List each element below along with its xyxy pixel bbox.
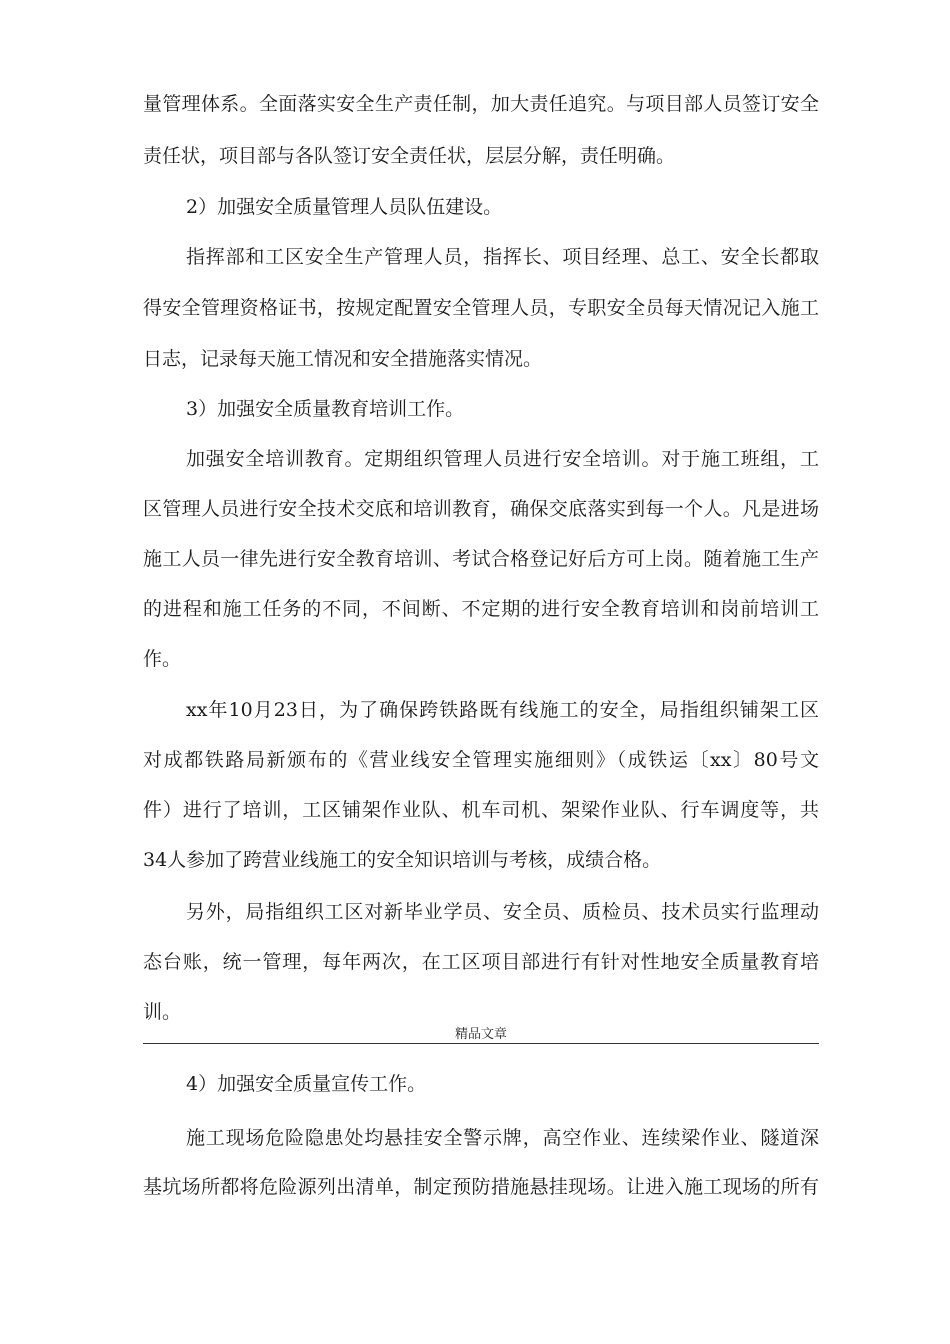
paragraph-line: 指挥部和工区安全生产管理人员，指挥长、项目经理、总工、安全长都取 bbox=[186, 246, 819, 268]
paragraph-line: 得安全管理资格证书，按规定配置安全管理人员，专职安全员每天情况记入施工 bbox=[143, 297, 819, 319]
footer-label: 精品文章 bbox=[454, 1027, 507, 1042]
paragraph-line: 作。 bbox=[143, 648, 182, 670]
paragraph-line: 区管理人员进行安全技术交底和培训教育，确保交底落实到每一个人。凡是进场 bbox=[143, 498, 819, 520]
paragraph-line: xx年10月23日，为了确保跨铁路既有线施工的安全，局指组织铺架工区 bbox=[186, 699, 819, 721]
paragraph-line: 的进程和施工任务的不同，不间断、不定期的进行安全教育培训和岗前培训工 bbox=[143, 598, 819, 620]
paragraph-line: 态台账，统一管理，每年两次，在工区项目部进行有针对性地安全质量教育培 bbox=[143, 951, 819, 973]
footer-divider bbox=[143, 1043, 819, 1044]
paragraph-line: 日志，记录每天施工情况和安全措施落实情况。 bbox=[143, 348, 543, 370]
paragraph-line: 34人参加了跨营业线施工的安全知识培训与考核，成绩合格。 bbox=[143, 849, 662, 871]
paragraph-line: 另外，局指组织工区对新毕业学员、安全员、质检员、技术员实行监理动 bbox=[186, 901, 819, 923]
paragraph-line: 基坑场所都将危险源列出清单，制定预防措施悬挂现场。让进入施工现场的所有 bbox=[143, 1176, 819, 1198]
paragraph-line: 施工人员一律先进行安全教育培训、考试合格登记好后方可上岗。随着施工生产 bbox=[143, 548, 819, 570]
section-heading: 2）加强安全质量管理人员队伍建设。 bbox=[186, 196, 503, 218]
paragraph-line: 施工现场危险隐患处均悬挂安全警示牌，高空作业、连续梁作业、隧道深 bbox=[186, 1127, 819, 1149]
paragraph-line: 量管理体系。全面落实安全生产责任制，加大责任追究。与项目部人员签订安全 bbox=[143, 93, 819, 115]
paragraph-line: 件）进行了培训，工区铺架作业队、机车司机、架梁作业队、行车调度等，共 bbox=[143, 799, 819, 821]
paragraph-line: 对成都铁路局新颁布的《营业线安全管理实施细则》（成铁运〔xx〕80号文 bbox=[143, 749, 819, 771]
paragraph-line: 责任状，项目部与各队签订安全责任状，层层分解，责任明确。 bbox=[143, 145, 676, 167]
paragraph-line: 加强安全培训教育。定期组织管理人员进行安全培训。对于施工班组，工 bbox=[186, 448, 819, 470]
section-heading: 3）加强安全质量教育培训工作。 bbox=[186, 398, 465, 420]
paragraph-line: 训。 bbox=[143, 1001, 182, 1023]
section-heading: 4）加强安全质量宣传工作。 bbox=[186, 1073, 427, 1095]
